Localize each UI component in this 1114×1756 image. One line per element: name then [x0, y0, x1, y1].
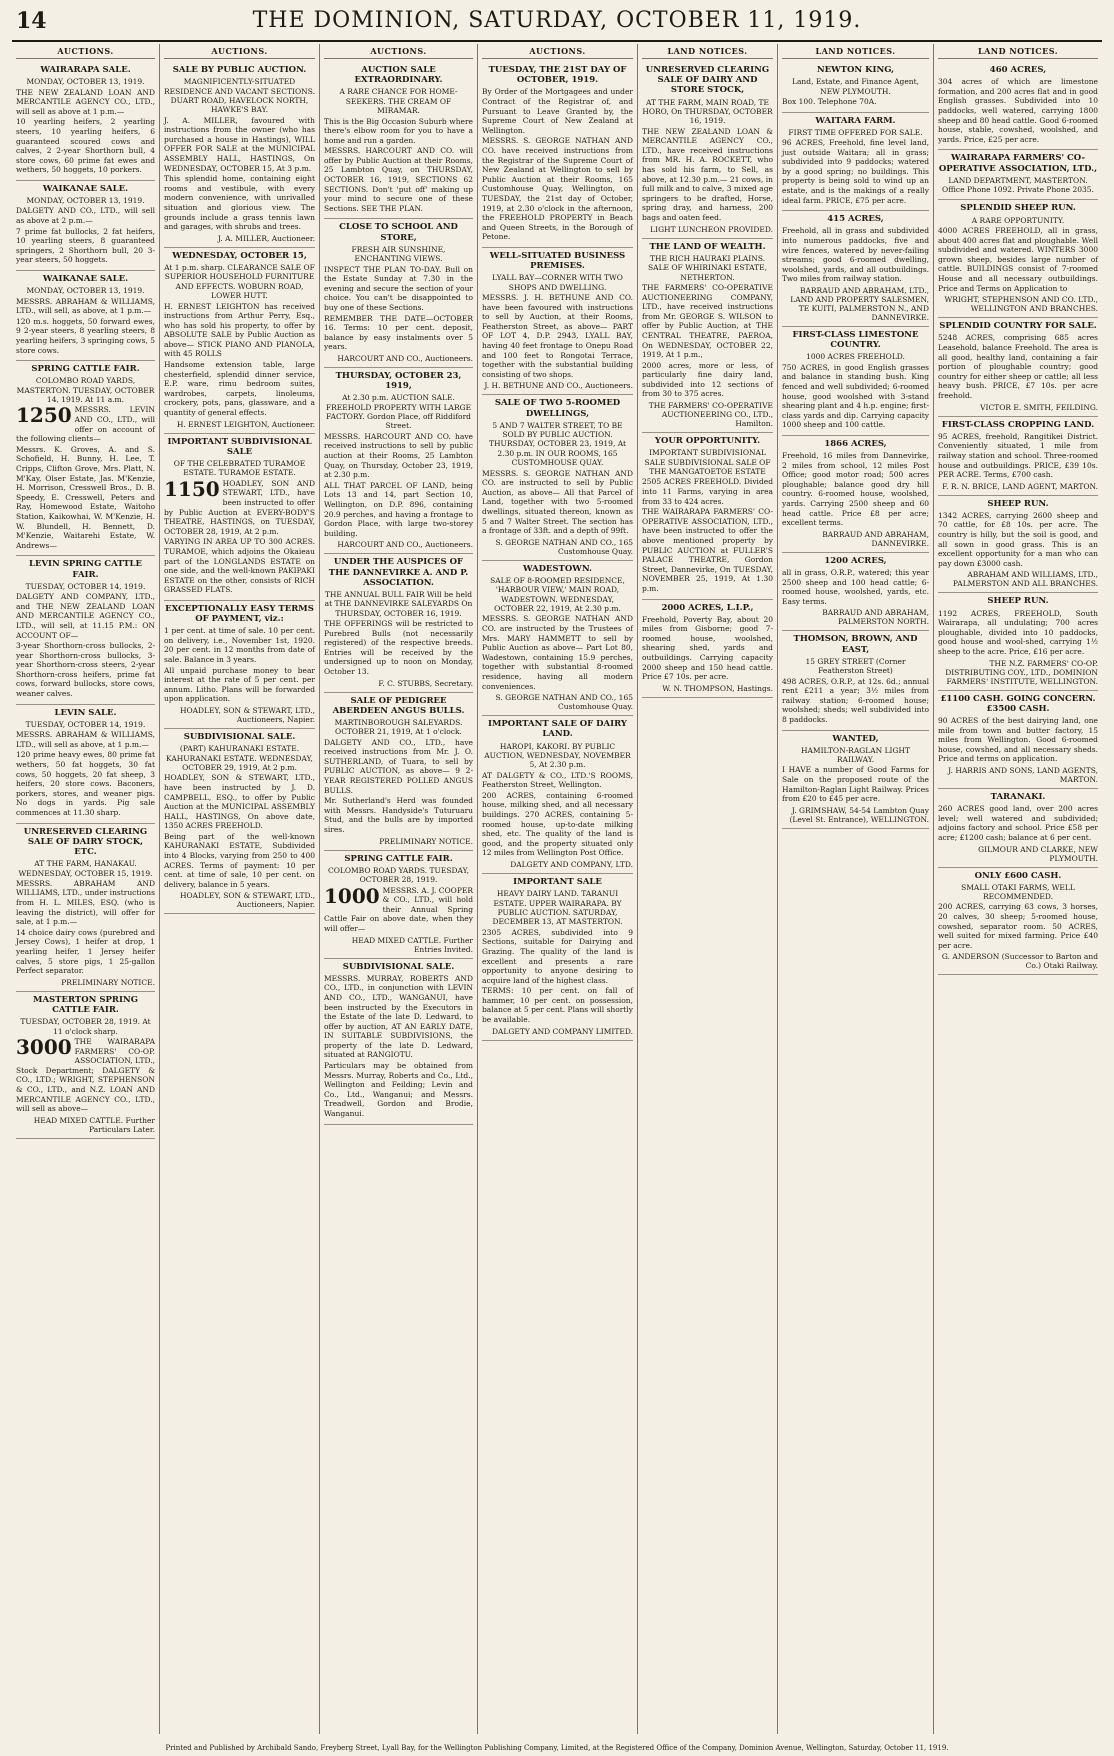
ad-subtitle: (PART) KAHURANAKI ESTATE. KAHURANAKI ESTATE. WEDNESDAY, OCTOBER 29, 1919, At 2 p.m.: [166, 744, 313, 772]
column-2: [160, 44, 320, 1734]
ad-subtitle: COLOMBO ROAD YARDS. TUESDAY, OCTOBER 28, 1919.: [327, 865, 469, 885]
ad-signature: HOADLEY, SON & STEWART, LTD., Auctioneers, Napier.: [179, 706, 315, 724]
advertisement: [164, 729, 315, 914]
ad-paragraph: 120 m.s. hoggets, 50 forward ewes, 9 2-year steers, 8 yearling steers, 8 yearling heifers, 3 springing cows, 5 store cows.: [16, 316, 155, 355]
ad-title: NEWTON KING,: [816, 65, 895, 75]
advertisement: [16, 181, 155, 271]
imprint-footer: Printed and Published by Archibald Sando, Freyberg Street, Lyall Bay, for the Wellington Publishing Company, Limited, at the Registered Office of the Company, Dominion Avenue, Wellington, Saturday, October 11, 1919.: [165, 1744, 949, 1752]
ad-paragraph: 498 ACRES, O.R.P., at 12s. 6d.; annual rent £211 a year; 3½ miles from railway station; 6-roomed house; woolshed; sheds; well subdivided into 8 paddocks.: [782, 676, 929, 724]
ad-paragraph: J. A. MILLER, favoured with instructions from the owner (who has purchased a house in Hastings), WILL OFFER FOR SALE at the MUNICIPAL ASSEMBLY HALL, HASTINGS, On WEDNESDAY, OCTOBER 15, At 3 p.m.: [164, 115, 315, 173]
advertisement: [16, 824, 155, 992]
ad-large-figure: 3000: [16, 1034, 72, 1059]
ad-title: WELL-SITUATED BUSINESS PREMISES.: [489, 250, 626, 272]
ad-paragraph: MESSRS. LEVIN AND CO., LTD., will offer on account of the following clients—: [16, 405, 155, 444]
ad-paragraph: MESSRS. S. GEORGE NATHAN AND CO. have received instructions from the Registrar of the Supreme Court of New Zealand at Wellington to sell by Public Auction at their Rooms, 165 Customhouse Quay, Wellington, on TUESDAY, the 21st day of October, 1919, at 2.30 o'clock in the afternoon, the FREEHOLD PROPERTY in Beach and Queen Streets, in the Borough of Petone.: [482, 136, 633, 242]
advertisement: [782, 62, 929, 113]
ad-signature: BARRAUD AND ABRAHAM, LTD., LAND AND PROPERTY SALESMEN, TE KUITI, PALMERSTON N., AND DANNEVIRKE.: [790, 286, 929, 322]
ad-title: LEVIN SPRING CATTLE FAIR.: [28, 559, 142, 580]
ad-paragraph: 95 ACRES, freehold, Rangitikei District. Conveniently situated, 1 mile from railway station and school. Three-roomed house and outbuildings. PRICE, £39 10s. PER ACRE. Terms, £700 cash.: [938, 431, 1098, 480]
ad-paragraph: Being part of the well-known KAHURANAKI ESTATE, Subdivided into 4 Blocks, varying from 250 to 400 ACRES. Terms of payment: 10 per cent. at time of sale, 10 per cent. on delivery, balance in 5 years.: [164, 831, 315, 889]
ad-paragraph: MESSRS. ABRAHAM & WILLIAMS, LTD., will sell as above, at 1 p.m.—: [16, 730, 155, 749]
ad-title: SPRING CATTLE FAIR.: [31, 364, 140, 375]
ad-signature: DALGETY AND COMPANY, LTD.: [510, 860, 633, 870]
advertisement: [482, 561, 633, 716]
ad-signature: HARCOURT AND CO., Auctioneers.: [337, 353, 473, 363]
ad-paragraph: 3-year Shorthorn-cross bullocks, 2-year Shorthorn-cross bullocks, 3-year Shorthorn-cross steers, 2-year Shorthorn-cross heifers, prime fat cows, forward bullocks, store cows, weaner calves.: [16, 641, 155, 699]
ad-paragraph: 2305 ACRES, subdivided into 9 Sections, suitable for Dairying and Grazing. The quality of the land is excellent and presents a rare opportunity to anyone desiring to acquire land of the highest class.: [482, 927, 633, 985]
ad-title: FIRST-CLASS LIMESTONE COUNTRY.: [792, 330, 919, 351]
ad-title: SALE OF PEDIGREE ABERDEEN ANGUS BULLS.: [332, 695, 465, 716]
ad-subtitle: A RARE OPPORTUNITY.: [971, 215, 1065, 225]
ad-subtitle: HAMILTON-RAGLAN LIGHT RAILWAY.: [800, 745, 911, 765]
advertisement: [938, 150, 1098, 200]
advertisement: [938, 417, 1098, 496]
ad-title: SPRING CATTLE FAIR.: [344, 853, 453, 864]
ad-title: IMPORTANT SALE: [513, 877, 602, 888]
ad-paragraph: All unpaid purchase money to bear interest at the rate of 5 per cent. per annum. Litho. Plans will be forwarded upon application.: [164, 665, 315, 704]
advertisement: [16, 705, 155, 824]
advertisement: [782, 553, 929, 632]
ad-signature: LIGHT LUNCHEON PROVIDED.: [650, 224, 773, 234]
ad-signature: S. GEORGE NATHAN AND CO., 165 Customhouse Quay.: [495, 537, 633, 556]
ad-paragraph: 200 ACRES, containing 6-roomed house, milking shed, and all necessary buildings. 270 ACRES, containing 5-roomed house, up-to-date milking shed, etc. The quality of the land is good, and the property situated only 12 miles from Wellington Post Office.: [482, 790, 633, 858]
ad-title: EXCEPTIONALLY EASY TERMS OF PAYMENT, viz.:: [165, 603, 314, 625]
ad-signature: F. C. STUBBS, Secretary.: [378, 678, 473, 688]
advertisement: [324, 851, 473, 959]
ad-signature: W. N. THOMPSON, Hastings.: [662, 683, 773, 693]
ad-paragraph: Mr. Sutherland's Herd was founded with Messrs. Handyside's Tuturuaru Stud, and the bulls are by imported sires.: [324, 796, 473, 835]
ad-title: WEDNESDAY, OCTOBER 15,: [172, 250, 307, 261]
ad-subtitle: COLOMBO ROAD YARDS, MASTERTON. TUESDAY, OCTOBER 14, 1919. At 11 a.m.: [16, 376, 155, 405]
ad-title: SHEEP RUN.: [987, 596, 1049, 607]
ad-signature: J. GRIMSHAW, 54-54 Lambton Quay (Level St. Entrance), WELLINGTON.: [789, 805, 929, 824]
ad-subtitle: At 2.30 p.m. AUCTION SALE. FREEHOLD PROPERTY WITH LARGE FACTORY. Gordon Place, off Riddiford Street.: [325, 393, 472, 431]
ad-paragraph: REMEMBER THE DATE—OCTOBER 16. Terms: 10 per cent. deposit, balance by easy instalments over 5 years.: [324, 313, 473, 352]
ad-subtitle: LAND DEPARTMENT, MASTERTON. Office Phone 1092. Private Phone 2035.: [942, 175, 1094, 195]
ad-paragraph: THE WAIRARAPA FARMERS' CO-OP. ASSOCIATION, LTD., Stock Department; DALGETY & CO., LTD.; WRIGHT, STEPHENSON & CO., LTD., and N.Z. LOAN AND MERCANTILE AGENCY CO., LTD., will sell as above—: [16, 1036, 155, 1114]
ad-title: WAIKANAE SALE.: [42, 183, 129, 194]
ad-subtitle: IMPORTANT SUBDIVISIONAL SALE SUBDIVISIONAL SALE OF THE MANGATOETOE ESTATE: [644, 448, 771, 476]
ad-paragraph: Box 100. Telephone 70A.: [782, 96, 877, 106]
advertisement: [782, 436, 929, 553]
column-4: [478, 44, 638, 1734]
ad-signature: DALGETY AND COMPANY LIMITED.: [491, 1026, 633, 1036]
advertisement: [642, 600, 773, 698]
ad-subtitle: 15 GREY STREET (Corner Featherston Street): [805, 656, 906, 676]
ad-subtitle: HEAVY DAIRY LAND. TARANUI ESTATE. UPPER WAIRARAPA. BY PUBLIC AUCTION. SATURDAY, DECEMBER 13, AT MASTERTON.: [492, 889, 623, 927]
ad-large-figure: 1000: [324, 883, 380, 908]
ad-subtitle: Land, Estate, and Finance Agent, NEW PLYMOUTH.: [791, 77, 919, 96]
ad-paragraph: Freehold, 16 miles from Dannevirke, 2 miles from school, 12 miles Post Office; good motor road; 500 acres ploughable; balance good dry hill country. 6-roomed house, woolshed, yards. Carrying 2500 sheep and 60 head cattle. Price £8 per acre; excellent terms.: [782, 451, 929, 528]
advertisement: [324, 62, 473, 219]
advertisement: [16, 992, 155, 1139]
ad-title: 460 ACRES,: [989, 65, 1047, 75]
ad-title: IMPORTANT SALE OF DAIRY LAND.: [488, 719, 627, 740]
ad-signature: HEAD MIXED CATTLE. Further Particulars Later.: [33, 1115, 155, 1134]
advertisement: [324, 554, 473, 692]
ad-title: SUBDIVISIONAL SALE.: [342, 961, 455, 972]
ad-signature: THE FARMERS' CO-OPERATIVE AUCTIONEERING CO., LTD., Hamilton.: [648, 401, 773, 429]
ad-paragraph: 200 ACRES, carrying 63 cows, 3 horses, 20 calves, 30 sheep; 5-roomed house, cowshed, separator room. 50 ACRES, well suited for mixed farming. Price £40 per acre.: [938, 902, 1098, 950]
ad-title: UNDER THE AUSPICES OF THE DANNEVIRKE A. AND P. ASSOCIATION.: [328, 557, 469, 588]
ad-paragraph: Freehold, Poverty Bay, about 20 miles from Gisborne; good 7-roomed house, woolshed, shearing shed, yards and outbuildings. Carrying capacity 2000 sheep and 150 head cattle. Price £7 10s. per acre.: [642, 614, 773, 682]
column-heading: LAND NOTICES.: [938, 44, 1098, 59]
ad-signature: F. R. N. BRICE, LAND AGENT, MARTON.: [942, 481, 1098, 491]
column-heading: AUCTIONS.: [164, 44, 315, 59]
ad-signature: J. H. BETHUNE AND CO., Auctioneers.: [484, 381, 633, 391]
advertisement: [164, 248, 315, 434]
advertisement: [782, 731, 929, 829]
ad-paragraph: HOADLEY, SON AND STEWART, LTD., have been instructed to offer by Public Auction at EVERY-BODY'S THEATRE, HASTINGS, on TUESDAY, OCTOBER 28, 1919, At 2 p.m.: [164, 478, 315, 536]
advertisement: [642, 433, 773, 599]
ad-signature: HOADLEY, SON & STEWART, LTD., Auctioneers, Napier.: [179, 891, 315, 910]
ad-subtitle: OF THE CELEBRATED TURAMOE ESTATE. TURAMOE ESTATE.: [173, 459, 306, 478]
ad-title: SALE BY PUBLIC AUCTION.: [172, 65, 307, 75]
advertisement: [782, 327, 929, 436]
column-1: [12, 44, 160, 1734]
ad-paragraph: 304 acres of which are limestone formation, and 200 acres flat and in good English grasses. Subdivided into 10 paddocks, well watered, carrying 1800 sheep and 80 head cattle. Good 6-roomed house, stable, cowshed, woolshed, and yards. Price, £25 per acre.: [938, 77, 1098, 144]
ad-title: WAIRARAPA FARMERS' CO-OPERATIVE ASSOCIATION, LTD.,: [938, 153, 1098, 174]
advertisement: [938, 593, 1098, 690]
ad-subtitle: LYALL BAY—CORNER WITH TWO SHOPS AND DWELLING.: [492, 273, 623, 292]
ad-paragraph: 2505 ACRES FREEHOLD. Divided into 11 Farms, varying in area from 33 to 424 acres.: [642, 477, 773, 506]
advertisement: [782, 211, 929, 327]
ad-paragraph: AT DALGETY & CO., LTD.'S ROOMS, Featherston Street, Wellington.: [482, 770, 633, 790]
ad-signature: THE N.Z. FARMERS' CO-OP. DISTRIBUTING COY., LTD., DOMINION FARMERS' INSTITUTE, WELLINGTON.: [945, 658, 1098, 686]
ad-subtitle: MONDAY, OCTOBER 13, 1919.: [26, 196, 145, 206]
ad-paragraph: DALGETY AND COMPANY, LTD., and THE NEW ZEALAND LOAN AND MERCANTILE AGENCY CO., LTD., will sell, at 11.15 P.M.: ON ACCOUNT OF—: [16, 592, 155, 640]
masthead: [12, 6, 1102, 42]
ad-paragraph: 14 choice dairy cows (purebred and Jersey Cows), 1 heifer at drop, 1 yearling heifer, 1 Jersey heifer calves, 5 store pigs, 1 25-gallon Perfect separator.: [16, 927, 155, 976]
ad-paragraph: 96 ACRES, Freehold, fine level land, just outside Waitara; all in grass; subdivided into 9 paddocks; watered by a good spring; no buildings. This property is being sold to wind up an estate, and is the makings of a really ideal farm. PRICE, £75 per acre.: [782, 138, 929, 205]
ad-subtitle: MONDAY, OCTOBER 13, 1919.: [26, 286, 145, 296]
advertisement: [324, 219, 473, 367]
column-heading: LAND NOTICES.: [782, 44, 929, 59]
advertisement: [482, 874, 633, 1041]
ad-subtitle: FIRST TIME OFFERED FOR SALE.: [788, 127, 923, 137]
ad-paragraph: 5248 ACRES, comprising 685 acres Leasehold, balance Freehold. The area is all good, healthy land, containing a fair portion of ploughable country; good country for either sheep or cattle; all less heavy bush. PRICE, £7 10s. per acre freehold.: [938, 333, 1098, 400]
ad-title: THOMSON, BROWN, AND EAST,: [793, 634, 918, 655]
ad-large-figure: 1250: [16, 403, 72, 428]
ad-signature: G. ANDERSON (Successor to Barton and Co.) Otaki Railway.: [941, 952, 1098, 971]
ad-title: WAIRARAPA SALE.: [40, 65, 131, 75]
ad-subtitle: At 1 p.m. sharp. CLEARANCE SALE OF SUPERIOR HOUSEHOLD FURNITURE AND EFFECTS. WOBURN ROAD, LOWER HUTT.: [164, 263, 315, 301]
ad-title: THURSDAY, OCTOBER 23, 1919,: [335, 370, 462, 392]
ad-paragraph: Handsome extension table, large chesterfield, splendid dinner service, E.P. ware, rimu bedroom suites, wardrobes, carpets, linoleums, crockery, pots, pans, glassware, and a quantity of general effects.: [164, 360, 315, 418]
column-heading: AUCTIONS.: [324, 44, 473, 59]
page-title: THE DOMINION, SATURDAY, OCTOBER 11, 1919.: [252, 8, 862, 33]
ad-paragraph: VARYING IN AREA UP TO 300 ACRES. TURAMOE, which adjoins the Okaieau part of the LONGLANDS ESTATE on one side, and the well-known PAKIPAKI ESTATE on the other, consists of RICH GRASSED FLATS.: [164, 537, 315, 595]
ad-paragraph: MESSRS. MURRAY, ROBERTS AND CO., LTD., in conjunction with LEVIN AND CO., LTD., WANGANUI, have been instructed by the Executors in the Estate of the late D. Ledward, to offer by auction, AT AN EARLY DATE, IN SUITABLE SUBDIVISIONS, the property of the late D. Ledward, situated at RANGIOTU.: [324, 973, 473, 1060]
ad-signature: ABRAHAM AND WILLIAMS, LTD., PALMERSTON AND ALL BRANCHES.: [952, 570, 1098, 589]
advertisement: [482, 716, 633, 874]
ad-subtitle: MONDAY, OCTOBER 13, 1919.: [26, 77, 145, 87]
ad-signature: BARRAUD AND ABRAHAM, DANNEVIRKE.: [822, 529, 929, 548]
column-heading: LAND NOTICES.: [642, 44, 773, 59]
advertisement: [782, 113, 929, 212]
ad-paragraph: HOADLEY, SON & STEWART, LTD., have been instructed by J. D. CAMPBELL, ESQ., to offer by Public Auction at the MUNICIPAL ASSEMBLY HALL, HASTINGS, On above date, 1350 ACRES FREEHOLD.: [164, 773, 315, 831]
ad-paragraph: THE NEW ZEALAND LOAN AND MERCANTILE AGENCY CO., LTD., will sell as above at 1 p.m.—: [16, 87, 155, 116]
ad-paragraph: 120 prime heavy ewes, 80 prime fat wethers, 50 fat hoggets, 30 fat cows, 50 hoggets, 20 fat sheep, 3 heifers, 20 store cows. Baconers, porkers, stores, and weaner pigs. No dogs in yards. Pig sale commences at 11.30 sharp.: [16, 750, 155, 817]
ad-paragraph: MESSRS. S. GEORGE NATHAN AND CO. are instructed by the Trustees of Mrs. MARY HAMMETT to sell by Public Auction as above— Part Lot 80, Wadestown, containing 15.9 perches, together with substantial 8-roomed residence, having all modern conveniences.: [482, 614, 633, 691]
ad-paragraph: Particulars may be obtained from Messrs. Murray, Roberts and Co., Ltd., Wellington and Feilding; Levin and Co., Ltd., Wanganui; and Messrs. Treadwell, Gordon and Brodie, Wanganui.: [324, 1061, 473, 1119]
advertisement: [16, 361, 155, 556]
ad-subtitle: AT THE FARM, MAIN ROAD, TE HORO, On THURSDAY, OCTOBER 16, 1919.: [642, 97, 773, 126]
ad-subtitle: FRESH AIR SUNSHINE, ENCHANTING VIEWS.: [351, 244, 446, 264]
column-6: [778, 44, 934, 1734]
ad-paragraph: 1342 ACRES, carrying 2600 sheep and 70 cattle, for £8 10s. per acre. The country is hilly, but the soil is good, and all sown in good grass. This is an excellent opportunity for a man who can pay down £3000 cash.: [938, 510, 1098, 568]
ad-title: WAIKANAE SALE.: [42, 274, 129, 285]
ad-signature: J. A. MILLER, Auctioneer.: [217, 233, 315, 243]
ad-paragraph: THE OFFERINGS will be restricted to Purebred Bulls (not necessarily registered) of the respective breeds. Entries will be received by the undersigned up to noon on Monday, October 13.: [324, 619, 473, 676]
ad-paragraph: MESSRS. HARCOURT AND CO. will offer by Public Auction at their Rooms, 25 Lambton Quay, on THURSDAY, OCTOBER 16, 1919, SECTIONS 62 SECTIONS. Don't 'put off' making up your mind to secure one of these Sections. SEE THE PLAN.: [324, 146, 473, 213]
ad-signature: H. ERNEST LEIGHTON, Auctioneer.: [176, 419, 315, 429]
ad-title: UNRESERVED CLEARING SALE OF DAIRY STOCK, ETC.: [23, 826, 148, 857]
ad-subtitle: SALE OF 8-ROOMED RESIDENCE, 'HARBOUR VIEW,' MAIN ROAD, WADESTOWN. WEDNESDAY, OCTOBER 22, 1919, At 2.30 p.m.: [490, 575, 625, 614]
ad-paragraph: Freehold, all in grass and subdivided into numerous paddocks, five and wire fences, watered by never-failing streams; good 6-roomed dwelling, woolshed, yards, and all outbuildings. Two miles from railway station.: [782, 226, 929, 284]
ad-paragraph: MESSRS. A. J. COOPER & CO., LTD., will hold their Annual Spring Cattle Fair on above date, when they will offer—: [324, 885, 473, 933]
ad-subtitle: MARTINBOROUGH SALEYARDS. OCTOBER 21, 1919, At 1 o'clock.: [334, 717, 463, 737]
ad-signature: WRIGHT, STEPHENSON AND CO. LTD., WELLINGTON AND BRANCHES.: [944, 295, 1098, 314]
column-7: [934, 44, 1102, 1734]
ad-signature: S. GEORGE NATHAN AND CO., 165 Customhouse Quay.: [495, 693, 633, 712]
ad-paragraph: 2000 acres, more or less, of particularly fine dairy land, subdivided into 12 sections of from 30 to 375 acres.: [642, 360, 773, 399]
advertisement: [16, 271, 155, 361]
advertisement: [642, 62, 773, 239]
ad-signature: BARRAUD AND ABRAHAM, PALMERSTON NORTH.: [822, 608, 929, 627]
ad-paragraph: INSPECT THE PLAN TO-DAY. Bull on the Estate Sunday at 7.30 in the evening and secure the section of your choice. You can't be disappointed to buy one of these Sections.: [324, 264, 473, 312]
ad-title: 1866 ACRES,: [824, 438, 887, 449]
advertisement: [482, 395, 633, 560]
ad-title: CLOSE TO SCHOOL AND STORE,: [339, 222, 458, 243]
ad-title: FIRST-CLASS CROPPING LAND.: [941, 419, 1095, 430]
ad-title: YOUR OPPORTUNITY.: [654, 436, 761, 447]
ad-title: MASTERTON SPRING CATTLE FAIR.: [33, 994, 138, 1015]
advertisement: [324, 368, 473, 554]
ad-paragraph: 10 yearling heifers, 2 yearling steers, 10 yearling heifers, 6 guaranteed scoured cows and calves, 2 2-year Shorthorn bull, 4 store cows, 60 prime fat ewes and wethers, 50 hoggets, 10 porkers.: [16, 117, 155, 175]
column-heading: AUCTIONS.: [482, 44, 633, 59]
ad-paragraph: all in grass, O.R.P., watered; this year 2500 sheep and 100 head cattle; 6-roomed house, woolshed, yards, etc. Easy terms.: [782, 568, 929, 606]
ad-large-figure: 1150: [164, 476, 220, 501]
ad-title: IMPORTANT SUBDIVISIONAL SALE: [167, 436, 312, 457]
advertisement: [938, 496, 1098, 594]
ad-title: 415 ACRES,: [827, 214, 884, 225]
ad-title: SALE OF TWO 5-ROOMED DWELLINGS,: [494, 398, 621, 419]
column-heading: AUCTIONS.: [16, 44, 155, 59]
ad-paragraph: THE FARMERS' CO-OPERATIVE AUCTIONEERING COMPANY, LTD., have received instructions from Mr. GEORGE S. WILSON to offer by Public Auction, at THE CENTRAL THEATRE, PAEROA, On WEDNESDAY, OCTOBER 22, 1919, At 1 p.m.,: [642, 282, 773, 360]
ad-subtitle: 1000 ACRES FREEHOLD.: [806, 352, 905, 362]
advertisement: [938, 200, 1098, 318]
ad-subtitle: AT THE FARM, HANAKAU. WEDNESDAY, OCTOBER 15, 1919.: [18, 859, 153, 878]
ad-title: £1100 CASH. GOING CONCERN. £3500 CASH.: [940, 693, 1096, 714]
advertisement: [938, 789, 1098, 868]
advertisement: [482, 248, 633, 395]
ad-paragraph: By Order of the Mortgagees and under Contract of the Registrar of, and Pursuant to Leave Granted by, the Supreme Court of New Zealand at Wellington.: [482, 87, 633, 135]
ad-paragraph: 90 ACRES of the best dairying land, one mile from town and butter factory, 15 miles from Wellington. Good 6-roomed house, cowshed, and all necessary sheds. Price and terms on application.: [938, 715, 1098, 764]
ad-subtitle: SMALL OTAKI FARMS, WELL RECOMMENDED.: [961, 882, 1075, 902]
ad-title: 1200 ACRES,: [824, 555, 887, 566]
ad-paragraph: H. ERNEST LEIGHTON has received instructions from Arthur Perry, Esq., who has sold his property, to offer by ABSOLUTE SALE by Public Auction as above— STICK PIANO AND PIANOLA, with 45 ROLLS: [164, 301, 315, 359]
advertisement: [164, 62, 315, 248]
ad-title: WADESTOWN.: [522, 563, 593, 574]
advertisement: [324, 959, 473, 1125]
ad-paragraph: ALL THAT PARCEL OF LAND, being Lots 13 and 14, part Section 10, Wellington, on D.P. 896, containing 20.9 perches, and having a frontage to Gordon Place, with large two-storey building.: [324, 480, 473, 538]
advertisement: [164, 434, 315, 601]
ad-title: LEVIN SALE.: [54, 707, 117, 718]
ad-signature: J. HARRIS AND SONS, LAND AGENTS, MARTON.: [948, 765, 1098, 784]
ad-title: WANTED,: [832, 733, 879, 744]
ad-subtitle: 5 AND 7 WALTER STREET, TO BE SOLD BY PUBLIC AUCTION. THURSDAY, OCTOBER 23, 1919, At 2.30 p.m. IN OUR ROOMS, 165 CUSTOMHOUSE QUAY.: [488, 420, 627, 468]
advertisement: [164, 601, 315, 729]
ad-paragraph: MESSRS. S. GEORGE NATHAN AND CO. are instructed to sell by Public Auction, as above— All that Parcel of Land, together with two 5-roomed dwellings, situated thereon, known as 5 and 7 Walter Street. The section has a frontage of 33ft. and a depth of 99ft.: [482, 468, 633, 536]
ad-title: AUCTION SALE EXTRAORDINARY.: [354, 65, 443, 86]
ad-paragraph: 1 per cent. at time of sale. 10 per cent. on delivery, i.e., November 1st, 1920. 20 per cent. in 12 months from date of sale. Balance in 3 years.: [164, 626, 315, 665]
ad-title: UNRESERVED CLEARING SALE OF DAIRY AND STORE STOCK,: [645, 65, 770, 96]
ad-title: SPLENDID SHEEP RUN.: [960, 203, 1076, 214]
ad-subtitle: HAROPI, KAKORI. BY PUBLIC AUCTION, WEDNESDAY, NOVEMBER 5, At 2.30 p.m.: [484, 741, 631, 770]
ad-subtitle: TUESDAY, OCTOBER 14, 1919.: [25, 581, 146, 591]
ad-paragraph: MESSRS. ABRAHAM & WILLIAMS, LTD., will sell, as above, at 1 p.m.—: [16, 296, 155, 316]
ad-signature: HEAD MIXED CATTLE. Further Entries Invited.: [351, 935, 473, 954]
ad-paragraph: 4000 ACRES FREEHOLD, all in grass, about 400 acres flat and ploughable. Well subdivided and watered. WINTERS 3000 grown sheep, besides large number of cattle. BUILDINGS consist of 7-roomed House and all necessary outbuildings. Price and Terms on Application to: [938, 226, 1098, 293]
columns-container: [12, 44, 1102, 1734]
ad-signature: GILMOUR AND CLARKE, NEW PLYMOUTH.: [978, 844, 1098, 863]
ad-paragraph: DALGETY AND CO., LTD., will sell as above at 2 p.m.—: [16, 206, 155, 226]
advertisement: [938, 318, 1098, 416]
ad-paragraph: THE NEW ZEALAND LOAN & MERCANTILE AGENCY CO., LTD., have received instructions from MR. H. A. ROCKETT, who has sold his farm, to Sell, as above, at 12.30 p.m.— 21 cows, in full milk and to calve, 3 mixed age springers to be drafted, Horse, spring dray, and harness, 200 bags and oaten feed.: [642, 126, 773, 223]
advertisement: [782, 631, 929, 730]
ad-paragraph: THE WAIRARAPA FARMERS' CO-OPERATIVE ASSOCIATION, LTD., have been instructed to offer the above mentioned property by PUBLIC AUCTION at FULLER'S PALACE THEATRE, Gordon Street, Dannevirke, On TUESDAY, NOVEMBER 25, 1919, At 1.30 p.m.: [642, 507, 773, 593]
ad-subtitle: A RARE CHANCE FOR HOME-SEEKERS. THE CREAM OF MIRAMAR.: [339, 87, 458, 116]
ad-title: SUBDIVISIONAL SALE.: [183, 732, 296, 742]
ad-paragraph: I HAVE a number of Good Farms for Sale on the proposed route of the Hamilton-Raglan Light Railway. Prices from £20 to £45 per acre.: [782, 765, 929, 804]
ad-subtitle: THE RICH HAURAKI PLAINS. SALE OF WHIRINAKI ESTATE, NETHERTON.: [648, 253, 767, 282]
ad-signature: PRELIMINARY NOTICE.: [379, 836, 473, 846]
column-3: [320, 44, 478, 1734]
ad-title: THE LAND OF WEALTH.: [649, 241, 766, 252]
ad-paragraph: 1192 ACRES, FREEHOLD, South Wairarapa, all undulating; 700 acres ploughable, divided into 10 paddocks, good house and wool-shed, carrying 1½ sheep to the acre. Price, £16 per acre.: [938, 608, 1098, 656]
column-5: [638, 44, 778, 1734]
ad-subtitle: MAGNIFICENTLY-SITUATED RESIDENCE AND VACANT SECTIONS. DUART ROAD, HAVELOCK NORTH, HAWKE'S BAY.: [164, 77, 315, 115]
advertisement: [938, 691, 1098, 789]
ad-title: SPLENDID COUNTRY FOR SALE.: [939, 321, 1097, 332]
ad-paragraph: 750 ACRES, in good English grasses and balance in standing bush. King fenced and well subdivided; 6-roomed house, good woolshed with 3-stand shearing plant and 4 h.p. engine; first-class yards and dip. Carrying capacity 1000 sheep and 100 cattle.: [782, 362, 929, 430]
ad-paragraph: This splendid home, containing eight rooms and vestibule, with every modern convenience, with unrivalled situation and glorious view. The grounds include a grass tennis lawn and garages, with shrubs and trees.: [164, 174, 315, 232]
ad-paragraph: TERMS: 10 per cent. on fall of hammer, 10 per cent. on possession, balance at 5 per cent. Plans will shortly be available.: [482, 986, 633, 1025]
ad-signature: VICTOR E. SMITH, FEILDING.: [980, 402, 1098, 412]
ad-paragraph: MESSRS. HARCOURT AND CO. have received instructions to sell by public auction at their Rooms, 25 Lambton Quay, on Thursday, October 23, 1919, at 2.30 p.m.: [324, 431, 473, 480]
ad-title: WAITARA FARM.: [815, 115, 896, 126]
ad-subtitle: TUESDAY, OCTOBER 14, 1919.: [25, 719, 146, 729]
ad-paragraph: DALGETY AND CO., LTD., have received instructions from Mr. J. O. SUTHERLAND, of Tuara, to sell by PUBLIC AUCTION, as above— 9 2-YEAR REGISTERED POLLED ANGUS BULLS.: [324, 737, 473, 795]
advertisement: [16, 556, 155, 704]
advertisement: [642, 239, 773, 433]
ad-paragraph: This is the Big Occasion Suburb where there's elbow room for you to have a home and run a garden.: [324, 116, 473, 145]
ad-paragraph: Messrs. K. Groves, A. and S. Schofield, H. Bunny, H. Lee, T. Cripps, Clifton Grove, Mrs. Platt, N. M'Kay, Olser Estate, Jas. M'Kenzie, H. Morrison, Cresswell Bros., D. B. Speedy, E. Cresswell, Peters and Ray, Homewood Estate, Waitoho Station, Kaikowhai, W. M'Kenzie, H. W. Blundell, H. Bennett, D. M'Kenzie, Waitarehi Estate, W. Andrews—: [16, 444, 155, 550]
ad-title: TARANAKI.: [990, 791, 1046, 802]
ad-title: SHEEP RUN.: [987, 498, 1049, 509]
ad-signature: PRELIMINARY NOTICE.: [61, 977, 155, 987]
ad-title: 2000 ACRES, L.I.P.,: [661, 602, 754, 613]
ad-paragraph: MESSRS. J. H. BETHUNE AND CO. have been favoured with instructions to sell by Auction, at their Rooms, Featherston Street, as above— PART OF LOT 4, D.P. 2943, LYALL BAY, having 40 feet frontage to Onepu Road and 100 feet to Rongotai Terrace, together with the substantial building consisting of two shops.: [482, 293, 633, 379]
ad-signature: HARCOURT AND CO., Auctioneers.: [337, 540, 473, 550]
advertisement: [938, 868, 1098, 976]
advertisement: [324, 693, 473, 851]
ad-paragraph: MESSRS. ABRAHAM AND WILLIAMS, LTD., under instructions from H. L. MILES, ESQ. (who is leaving the district), will offer for sale, at 1 p.m.—: [16, 878, 155, 927]
page-number: 14: [16, 8, 47, 34]
ad-title: TUESDAY, THE 21ST DAY OF OCTOBER, 1919.: [488, 65, 627, 86]
ad-title: ONLY £600 CASH.: [974, 870, 1062, 881]
advertisement: [482, 62, 633, 248]
advertisement: [938, 62, 1098, 150]
ad-subtitle: TUESDAY, OCTOBER 28, 1919. At 11 o'clock sharp.: [20, 1017, 151, 1036]
ad-subtitle: THE ANNUAL BULL FAIR Will be held at THE DANNEVIRKE SALEYARDS On THURSDAY, OCTOBER 16, 1919.: [324, 589, 473, 618]
advertisement: [16, 62, 155, 181]
ad-paragraph: 7 prime fat bullocks, 2 fat heifers, 10 yearling steers, 8 guaranteed springers, 2 Shorthorn bull, 20 3-year steers, 50 hoggets.: [16, 226, 155, 265]
ad-paragraph: 260 ACRES good land, over 200 acres level; well watered and subdivided; adjoins factory and school. Price £58 per acre; £1200 cash; balance at 6 per cent.: [938, 804, 1098, 842]
